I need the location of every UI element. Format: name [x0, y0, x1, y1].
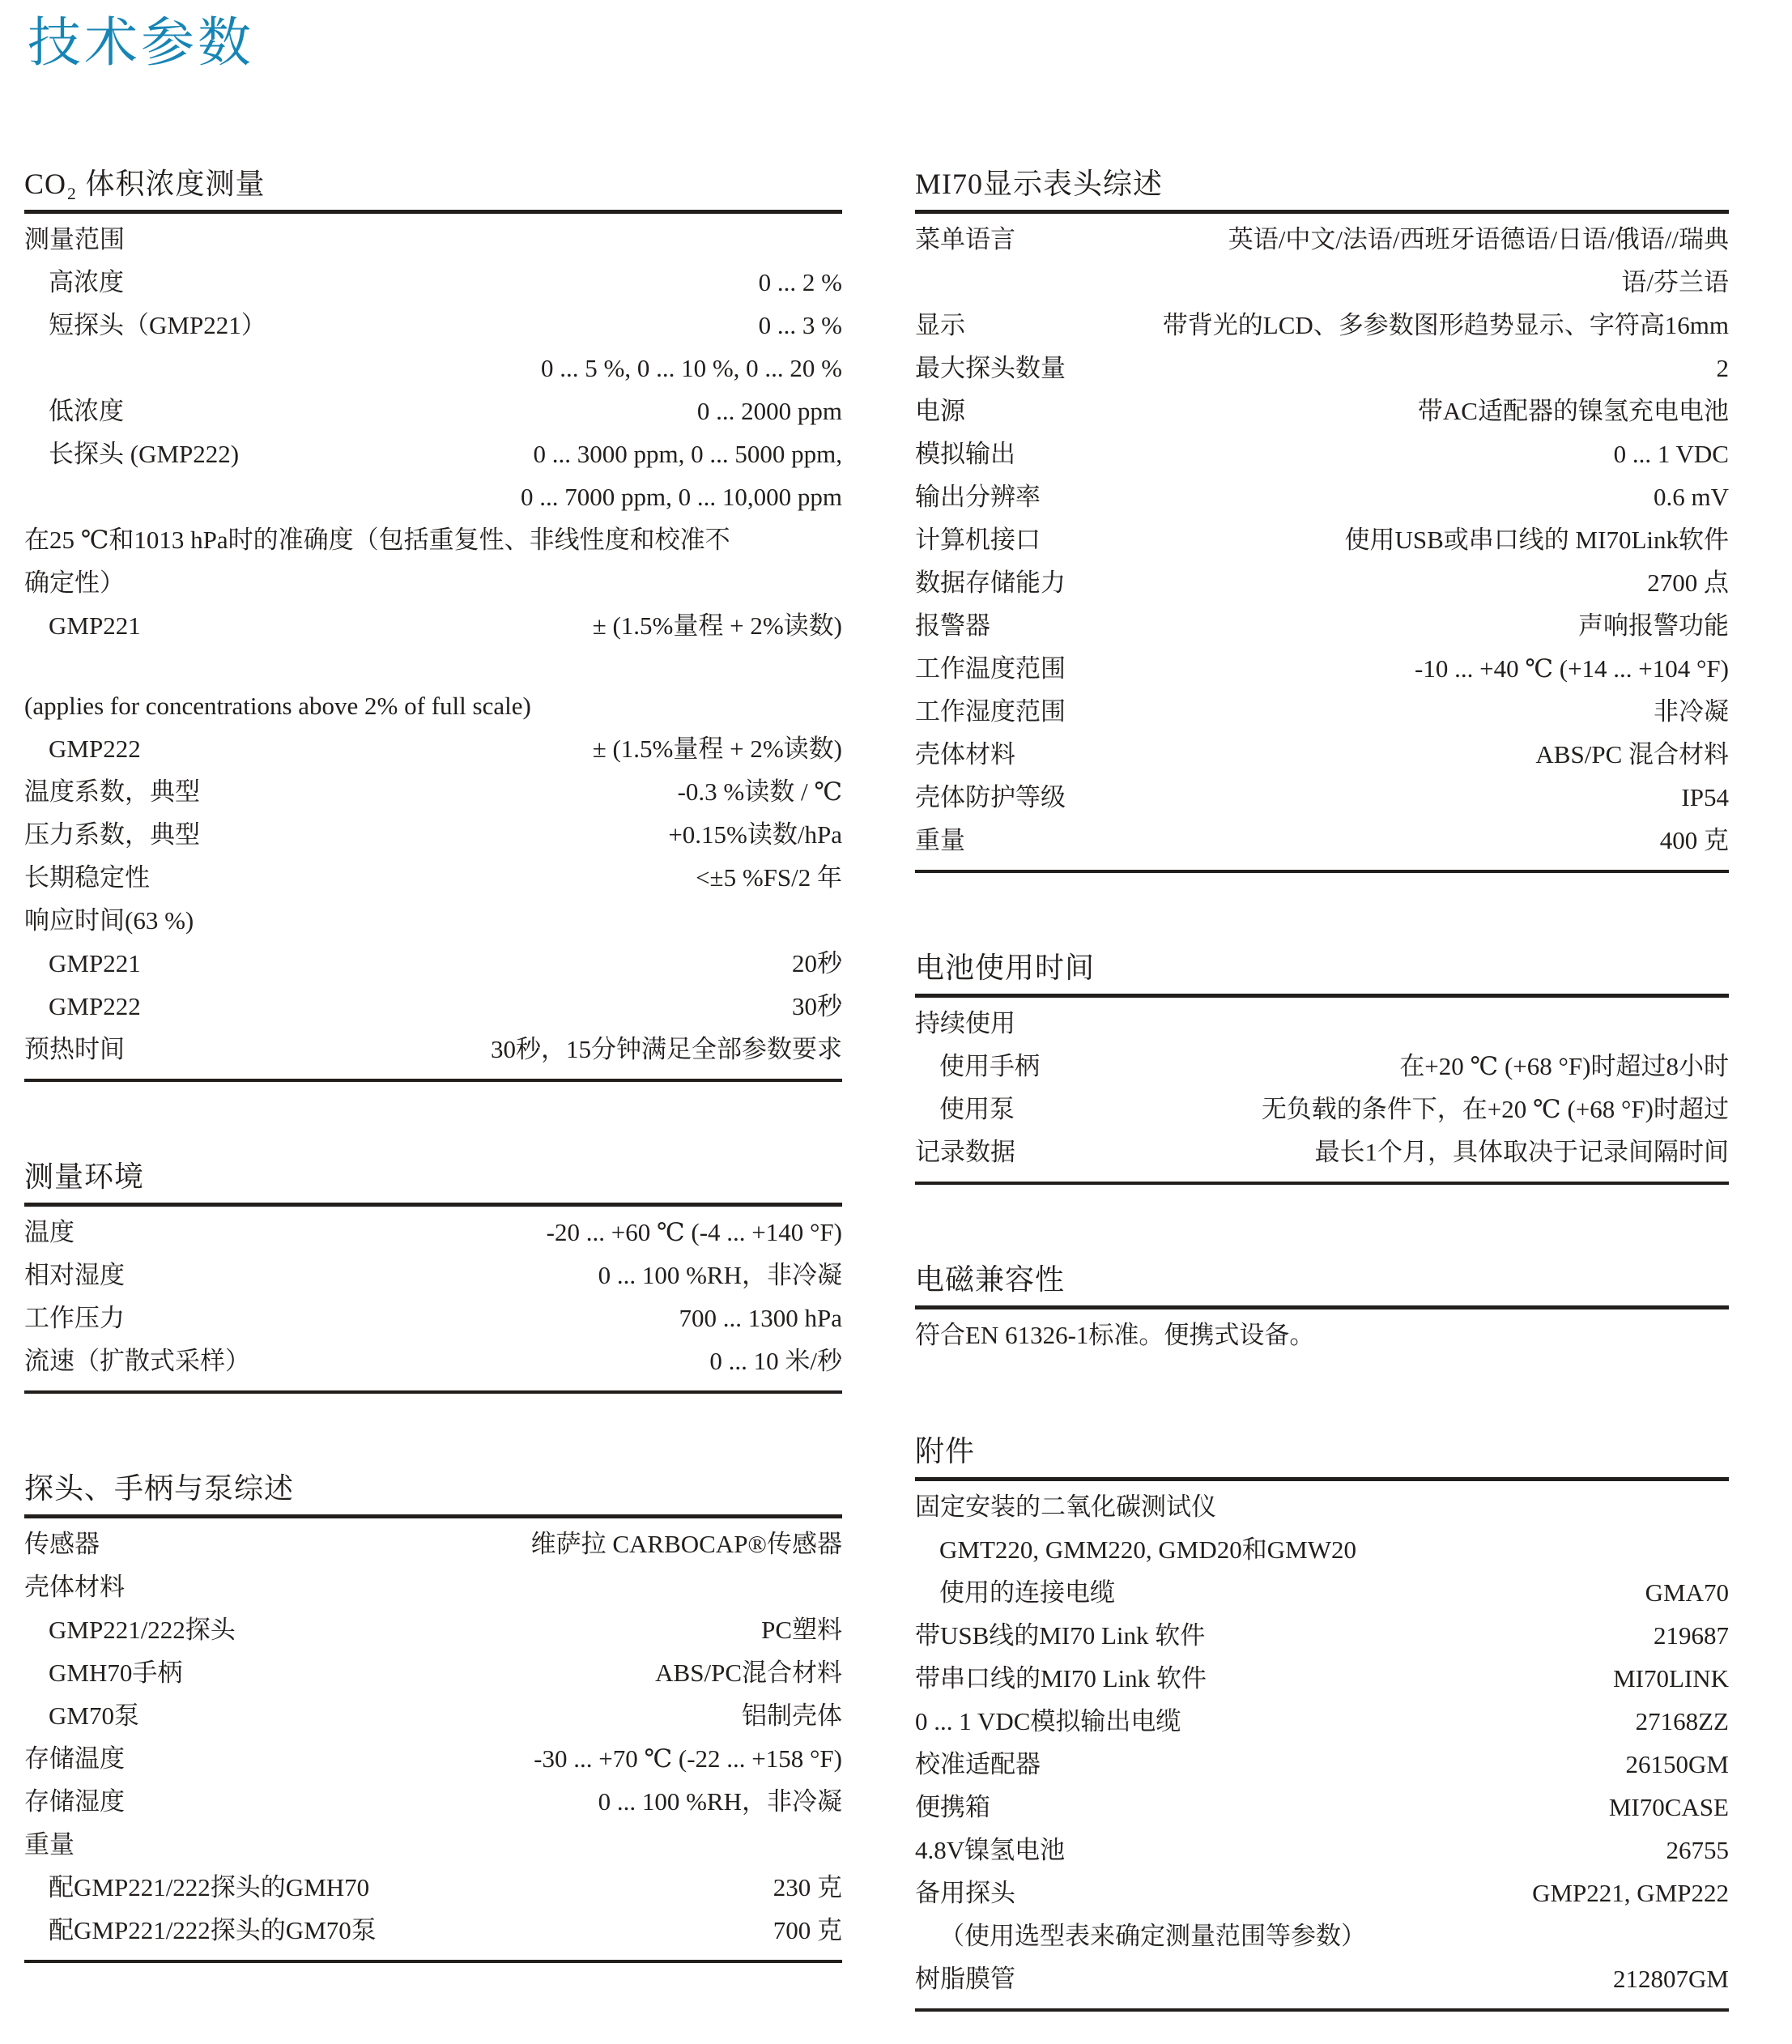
spec-section	[915, 950, 1729, 1185]
spec-row	[24, 770, 842, 813]
spec-value: GMP221, GMP222	[1532, 1879, 1729, 1908]
spec-label: GMP221/222探头	[49, 1616, 236, 1645]
spec-row	[915, 1571, 1729, 1614]
spec-label: 报警器	[915, 611, 990, 641]
spec-value: 0 ... 2000 ppm	[696, 397, 842, 426]
spec-row	[915, 1914, 1729, 1957]
spec-row	[24, 304, 842, 347]
spec-label: 菜单语言	[915, 225, 1015, 254]
spec-row	[24, 1565, 842, 1608]
spec-label: 电源	[915, 397, 965, 426]
spec-section	[915, 1262, 1729, 1356]
spec-row	[915, 1829, 1729, 1872]
spec-note: 确定性）	[24, 568, 125, 598]
spec-label: 重量	[915, 826, 965, 855]
spec-label: GMP222	[49, 992, 141, 1021]
spec-note: (applies for concentrations above 2% of full scale)	[24, 692, 531, 721]
section-rows	[915, 214, 1729, 873]
spec-label: 4.8V镍氢电池	[915, 1836, 1066, 1865]
page-title: 技术参数	[28, 14, 254, 73]
spec-label: 长探头 (GMP222)	[49, 440, 240, 469]
spec-value: 2	[1716, 354, 1729, 383]
spec-row	[915, 819, 1729, 862]
spec-label: 高浓度	[49, 268, 124, 297]
spec-row	[915, 1088, 1729, 1131]
spec-value: -30 ... +70 ℃ (-22 ... +158 °F)	[534, 1744, 842, 1774]
spec-row	[915, 347, 1729, 390]
spec-label: 存储温度	[24, 1744, 125, 1774]
spec-label: GMP221	[49, 611, 141, 641]
spec-row	[24, 1694, 842, 1737]
spec-value: 英语/中文/法语/西班牙语德语/日语/俄语//瑞典	[1228, 225, 1729, 254]
spec-label: GMT220, GMM220, GMD20和GMW20	[939, 1535, 1356, 1565]
section-rows	[915, 1481, 1729, 2012]
spec-value: 使用USB或串口线的 MI70Link软件	[1344, 526, 1729, 555]
spec-label: 重量	[24, 1830, 74, 1859]
spec-label: 备用探头	[915, 1879, 1015, 1908]
spec-row	[24, 942, 842, 985]
spec-row	[24, 1780, 842, 1823]
spec-value: 0.6 mV	[1654, 483, 1729, 512]
spec-row	[24, 475, 842, 518]
spec-label: 带USB线的MI70 Link 软件	[915, 1621, 1206, 1650]
spec-row	[24, 856, 842, 899]
spec-label: 使用手柄	[939, 1052, 1040, 1081]
spec-value: 219687	[1654, 1621, 1729, 1650]
spec-row	[24, 604, 842, 647]
right-column	[915, 166, 1729, 2012]
spec-value: 0 ... 3 %	[758, 311, 842, 340]
spec-value: -0.3 %读数 / ℃	[677, 777, 842, 807]
spec-row	[915, 1045, 1729, 1088]
spec-value: 0 ... 2 %	[758, 268, 842, 297]
spec-columns	[24, 166, 1729, 2012]
spec-value: 26755	[1666, 1836, 1729, 1865]
spec-section	[24, 1471, 842, 1963]
spec-row	[24, 1737, 842, 1780]
section-title: 测量环境	[24, 1159, 842, 1207]
spec-label: GMP221	[49, 949, 141, 978]
spec-row	[915, 1657, 1729, 1700]
spec-label: 工作湿度范围	[915, 697, 1066, 726]
spacer	[24, 647, 842, 684]
spec-label: 流速（扩散式采样）	[24, 1347, 250, 1376]
spec-row	[24, 899, 842, 942]
spec-value: 最长1个月，具体取决于记录间隔时间	[1314, 1138, 1729, 1167]
spec-value: 20秒	[792, 949, 842, 978]
spec-row	[24, 727, 842, 770]
spec-label: 持续使用	[915, 1009, 1015, 1038]
spec-row	[24, 261, 842, 304]
spec-row	[915, 390, 1729, 432]
spec-value: ± (1.5%量程 + 2%读数)	[592, 611, 842, 641]
spec-value: 0 ... 5 %, 0 ... 10 %, 0 ... 20 %	[541, 354, 842, 383]
spec-label: 响应时间(63 %)	[24, 906, 194, 935]
spec-label: 带串口线的MI70 Link 软件	[915, 1664, 1207, 1693]
spec-row	[915, 1614, 1729, 1657]
spec-label: 低浓度	[49, 397, 124, 426]
spec-row	[915, 432, 1729, 475]
section-title: 电池使用时间	[915, 950, 1729, 998]
spec-row	[24, 1339, 842, 1382]
spec-row	[24, 218, 842, 261]
spec-row	[24, 1211, 842, 1254]
spec-label: 温度系数，典型	[24, 777, 200, 807]
spec-label: 传感器	[24, 1530, 100, 1559]
spec-label: 温度	[24, 1218, 74, 1247]
spec-value: 非冷凝	[1654, 697, 1729, 726]
spec-label: 相对湿度	[24, 1261, 125, 1290]
spec-row	[915, 647, 1729, 690]
section-title: 附件	[915, 1433, 1729, 1481]
section-rows	[915, 1309, 1729, 1356]
spec-value: 0 ... 100 %RH，非冷凝	[598, 1787, 842, 1816]
spec-row	[24, 1866, 842, 1909]
left-column	[24, 166, 842, 1963]
spec-label: 显示	[915, 311, 965, 340]
section-rows	[24, 214, 842, 1082]
spec-row	[915, 1002, 1729, 1045]
spec-label: 预热时间	[24, 1035, 125, 1064]
spec-value: 声响报警功能	[1578, 611, 1729, 641]
spec-value: 带背光的LCD、多参数图形趋势显示、字符高16mm	[1162, 311, 1729, 340]
spec-label: 便携箱	[915, 1793, 990, 1822]
spec-row	[915, 561, 1729, 604]
spec-label: 数据存储能力	[915, 568, 1066, 598]
spec-label: 树脂膜管	[915, 1965, 1015, 1994]
spec-row	[915, 518, 1729, 561]
spec-row	[24, 1028, 842, 1071]
spec-label: 配GMP221/222探头的GM70泵	[49, 1916, 377, 1945]
spec-label: GMH70手柄	[49, 1659, 183, 1688]
spec-row	[915, 1957, 1729, 2000]
spec-value: 0 ... 10 米/秒	[709, 1347, 842, 1376]
spec-value: 700 ... 1300 hPa	[679, 1304, 842, 1333]
spec-value: -10 ... +40 ℃ (+14 ... +104 °F)	[1415, 654, 1729, 683]
spec-label: 工作温度范围	[915, 654, 1066, 683]
spec-label: 壳体材料	[915, 740, 1015, 769]
spec-row	[24, 432, 842, 475]
spec-label: 长期稳定性	[24, 863, 150, 892]
section-title: 探头、手柄与泵综述	[24, 1471, 842, 1518]
spec-row	[915, 1872, 1729, 1914]
section-title: 电磁兼容性	[915, 1262, 1729, 1309]
spec-row	[24, 1651, 842, 1694]
spec-label: 存储湿度	[24, 1787, 125, 1816]
spec-label: 测量范围	[24, 225, 125, 254]
spec-row	[915, 261, 1729, 304]
spec-row	[24, 1254, 842, 1297]
spec-value: IP54	[1681, 783, 1729, 812]
spec-section	[915, 166, 1729, 873]
spec-row	[24, 1297, 842, 1339]
spec-row	[915, 1131, 1729, 1173]
spec-value: +0.15%读数/hPa	[668, 820, 842, 850]
spec-label: 使用的连接电缆	[939, 1578, 1115, 1608]
spec-value: 27168ZZ	[1635, 1707, 1729, 1736]
spec-value: MI70CASE	[1608, 1793, 1729, 1822]
spec-row	[24, 1608, 842, 1651]
spec-value: ± (1.5%量程 + 2%读数)	[592, 735, 842, 764]
section-rows	[915, 998, 1729, 1185]
spec-row	[24, 390, 842, 432]
spec-value: 0 ... 100 %RH，非冷凝	[598, 1261, 842, 1290]
spec-row	[915, 475, 1729, 518]
spec-row	[24, 1909, 842, 1952]
spec-label: 壳体材料	[24, 1573, 125, 1602]
spec-label: GMP222	[49, 735, 141, 764]
spec-value: 无负载的条件下，在+20 ℃ (+68 °F)时超过	[1261, 1095, 1729, 1124]
section-rows	[24, 1518, 842, 1963]
section-rows	[24, 1207, 842, 1394]
spec-value: 铝制壳体	[742, 1701, 842, 1731]
spec-value: GMA70	[1645, 1578, 1729, 1608]
spec-value: 30秒，15分钟满足全部参数要求	[491, 1035, 842, 1064]
spec-value: ABS/PC 混合材料	[1535, 740, 1729, 769]
spec-value: 230 克	[773, 1873, 842, 1902]
spec-label: 0 ... 1 VDC模拟输出电缆	[915, 1707, 1181, 1736]
spec-row	[915, 733, 1729, 776]
spec-row	[24, 1823, 842, 1866]
spec-label: 计算机接口	[915, 526, 1041, 555]
spec-value: 26150GM	[1625, 1750, 1729, 1779]
spec-label: 输出分辨率	[915, 483, 1041, 512]
spec-value: 语/芬兰语	[1621, 268, 1729, 297]
spec-value: 0 ... 3000 ppm, 0 ... 5000 ppm,	[533, 440, 842, 469]
spec-label: 最大探头数量	[915, 354, 1066, 383]
spec-value: 0 ... 7000 ppm, 0 ... 10,000 ppm	[521, 483, 842, 512]
spec-row	[915, 1485, 1729, 1528]
spec-value: 400 克	[1659, 826, 1729, 855]
spec-row	[24, 813, 842, 856]
spec-row	[915, 1528, 1729, 1571]
spec-section	[24, 1159, 842, 1394]
spec-row	[915, 1743, 1729, 1786]
spec-label: 固定安装的二氧化碳测试仪	[915, 1493, 1216, 1522]
spec-value: 212807GM	[1613, 1965, 1729, 1994]
spec-row	[915, 690, 1729, 733]
spec-label: GM70泵	[49, 1701, 139, 1731]
spec-value: MI70LINK	[1613, 1664, 1729, 1693]
spec-row	[24, 347, 842, 390]
spec-section	[24, 166, 842, 1082]
spec-label: 短探头（GMP221）	[49, 311, 266, 340]
spec-row	[915, 776, 1729, 819]
spec-label: 压力系数，典型	[24, 820, 200, 850]
spec-label: 模拟输出	[915, 440, 1015, 469]
spec-label: 配GMP221/222探头的GMH70	[49, 1873, 370, 1902]
spec-value: 0 ... 1 VDC	[1613, 440, 1729, 469]
spec-value: 在+20 ℃ (+68 °F)时超过8小时	[1399, 1052, 1729, 1081]
section-title: CO₂ 体积浓度测量	[24, 166, 842, 214]
spec-row	[915, 304, 1729, 347]
spec-section	[915, 1433, 1729, 2012]
spec-value: 30秒	[792, 992, 842, 1021]
spec-value: 带AC适配器的镍氢充电电池	[1417, 397, 1729, 426]
spec-row	[24, 1522, 842, 1565]
spec-value: ABS/PC混合材料	[655, 1659, 842, 1688]
spec-value: 2700 点	[1647, 568, 1729, 598]
spec-row	[915, 1786, 1729, 1829]
spec-value: 700 克	[773, 1916, 842, 1945]
spec-label: 使用泵	[939, 1095, 1015, 1124]
spec-value: -20 ... +60 ℃ (-4 ... +140 °F)	[546, 1218, 842, 1247]
spec-note: 符合EN 61326-1标准。便携式设备。	[915, 1321, 1315, 1350]
spec-label: 记录数据	[915, 1138, 1015, 1167]
section-title: MI70显示表头综述	[915, 166, 1729, 214]
spec-row	[915, 604, 1729, 647]
spec-note: 在25 ℃和1013 hPa时的准确度（包括重复性、非线性度和校准不	[24, 526, 730, 555]
spec-label: 壳体防护等级	[915, 783, 1066, 812]
spec-value: <±5 %FS/2 年	[696, 863, 842, 892]
spec-label: 校准适配器	[915, 1750, 1041, 1779]
spec-value: 维萨拉 CARBOCAP®传感器	[530, 1530, 842, 1559]
spec-label: （使用选型表来确定测量范围等参数）	[939, 1922, 1366, 1951]
spec-label: 工作压力	[24, 1304, 125, 1333]
spec-row	[915, 1700, 1729, 1743]
spec-row	[915, 218, 1729, 261]
spec-value: PC塑料	[761, 1616, 842, 1645]
spec-row	[24, 985, 842, 1028]
